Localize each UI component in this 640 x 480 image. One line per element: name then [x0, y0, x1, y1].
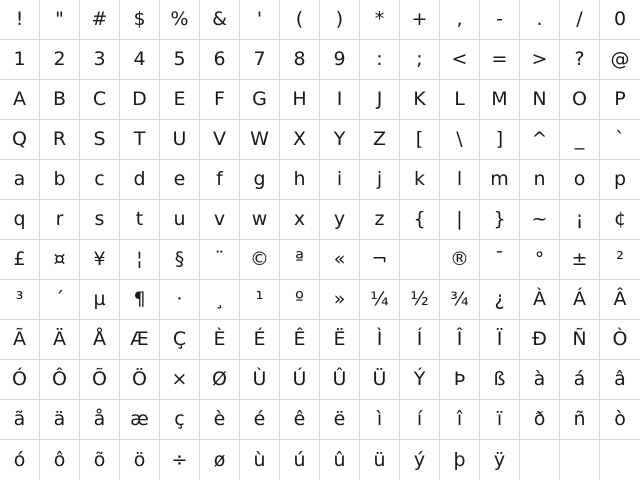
glyph-cell[interactable]: w	[240, 200, 280, 240]
glyph-cell[interactable]: ¹	[240, 280, 280, 320]
glyph-cell[interactable]: Í	[400, 320, 440, 360]
glyph-cell[interactable]: a	[0, 160, 40, 200]
glyph-cell[interactable]: Û	[320, 360, 360, 400]
glyph-cell[interactable]: æ	[120, 400, 160, 440]
glyph-cell[interactable]: ì	[360, 400, 400, 440]
glyph-cell[interactable]: 2	[40, 40, 80, 80]
glyph-cell[interactable]: ÷	[160, 440, 200, 480]
glyph-cell[interactable]: 8	[280, 40, 320, 80]
glyph-cell[interactable]: (	[280, 0, 320, 40]
glyph-cell[interactable]: L	[440, 80, 480, 120]
glyph-cell[interactable]: ý	[400, 440, 440, 480]
glyph-cell[interactable]: »	[320, 280, 360, 320]
glyph-cell[interactable]: +	[400, 0, 440, 40]
glyph-cell[interactable]: ¬	[360, 240, 400, 280]
glyph-cell[interactable]: Ò	[600, 320, 640, 360]
glyph-cell[interactable]: ¿	[480, 280, 520, 320]
glyph-cell[interactable]: Ê	[280, 320, 320, 360]
glyph-cell[interactable]: Î	[440, 320, 480, 360]
glyph-cell[interactable]: {	[400, 200, 440, 240]
glyph-cell[interactable]: å	[80, 400, 120, 440]
glyph-cell[interactable]: q	[0, 200, 40, 240]
glyph-cell[interactable]: Ä	[40, 320, 80, 360]
glyph-cell[interactable]: N	[520, 80, 560, 120]
glyph-cell[interactable]: É	[240, 320, 280, 360]
glyph-cell[interactable]: ¶	[120, 280, 160, 320]
glyph-cell[interactable]: ü	[360, 440, 400, 480]
glyph-cell[interactable]	[600, 440, 640, 480]
glyph-cell[interactable]: Á	[560, 280, 600, 320]
glyph-cell[interactable]: Ø	[200, 360, 240, 400]
glyph-cell[interactable]: =	[480, 40, 520, 80]
glyph-cell[interactable]: Þ	[440, 360, 480, 400]
glyph-cell[interactable]: b	[40, 160, 80, 200]
glyph-cell[interactable]: Å	[80, 320, 120, 360]
glyph-cell[interactable]: "	[40, 0, 80, 40]
glyph-cell[interactable]: Ö	[120, 360, 160, 400]
glyph-cell[interactable]: ã	[0, 400, 40, 440]
glyph-cell[interactable]: 5	[160, 40, 200, 80]
glyph-cell[interactable]: à	[520, 360, 560, 400]
glyph-cell[interactable]: }	[480, 200, 520, 240]
glyph-cell[interactable]: Ð	[520, 320, 560, 360]
glyph-cell[interactable]: â	[600, 360, 640, 400]
glyph-cell[interactable]: î	[440, 400, 480, 440]
glyph-cell[interactable]: ½	[400, 280, 440, 320]
glyph-cell[interactable]: ¤	[40, 240, 80, 280]
glyph-cell[interactable]: *	[360, 0, 400, 40]
glyph-cell[interactable]: ú	[280, 440, 320, 480]
glyph-cell[interactable]: Ù	[240, 360, 280, 400]
glyph-cell[interactable]: i	[320, 160, 360, 200]
glyph-cell[interactable]: À	[520, 280, 560, 320]
glyph-cell[interactable]: ÿ	[480, 440, 520, 480]
glyph-cell[interactable]: D	[120, 80, 160, 120]
glyph-cell[interactable]: Z	[360, 120, 400, 160]
glyph-cell[interactable]: _	[560, 120, 600, 160]
glyph-cell[interactable]: û	[320, 440, 360, 480]
glyph-cell[interactable]: -	[480, 0, 520, 40]
glyph-cell[interactable]: 9	[320, 40, 360, 80]
glyph-cell[interactable]: ·	[160, 280, 200, 320]
glyph-cell[interactable]: W	[240, 120, 280, 160]
glyph-cell[interactable]: ®	[440, 240, 480, 280]
glyph-cell[interactable]: y	[320, 200, 360, 240]
glyph-cell[interactable]: ~	[520, 200, 560, 240]
glyph-cell[interactable]: ¼	[360, 280, 400, 320]
glyph-cell[interactable]	[560, 440, 600, 480]
glyph-cell[interactable]: T	[120, 120, 160, 160]
glyph-cell[interactable]: V	[200, 120, 240, 160]
glyph-cell[interactable]: ê	[280, 400, 320, 440]
glyph-cell[interactable]: á	[560, 360, 600, 400]
glyph-cell[interactable]: «	[320, 240, 360, 280]
glyph-cell[interactable]: `	[600, 120, 640, 160]
glyph-cell[interactable]: H	[280, 80, 320, 120]
glyph-cell[interactable]: ©	[240, 240, 280, 280]
glyph-cell[interactable]: v	[200, 200, 240, 240]
glyph-cell[interactable]: ¥	[80, 240, 120, 280]
glyph-cell[interactable]	[520, 440, 560, 480]
glyph-cell[interactable]: ¡	[560, 200, 600, 240]
glyph-cell[interactable]: @	[600, 40, 640, 80]
glyph-cell[interactable]: |	[440, 200, 480, 240]
glyph-cell[interactable]: ´	[40, 280, 80, 320]
glyph-cell[interactable]: ,	[440, 0, 480, 40]
glyph-cell[interactable]: Q	[0, 120, 40, 160]
glyph-cell[interactable]: 3	[80, 40, 120, 80]
glyph-cell[interactable]: ª	[280, 240, 320, 280]
glyph-cell[interactable]: r	[40, 200, 80, 240]
glyph-cell[interactable]: E	[160, 80, 200, 120]
glyph-cell[interactable]: ×	[160, 360, 200, 400]
glyph-cell[interactable]: µ	[80, 280, 120, 320]
glyph-cell[interactable]: X	[280, 120, 320, 160]
glyph-cell[interactable]: ]	[480, 120, 520, 160]
glyph-cell[interactable]: /	[560, 0, 600, 40]
glyph-cell[interactable]: Ñ	[560, 320, 600, 360]
glyph-cell[interactable]: ù	[240, 440, 280, 480]
glyph-cell[interactable]: O	[560, 80, 600, 120]
glyph-cell[interactable]: ß	[480, 360, 520, 400]
glyph-cell[interactable]: Õ	[80, 360, 120, 400]
glyph-cell[interactable]: ³	[0, 280, 40, 320]
glyph-cell[interactable]: ä	[40, 400, 80, 440]
glyph-cell[interactable]: ò	[600, 400, 640, 440]
glyph-cell[interactable]: Ã	[0, 320, 40, 360]
glyph-cell[interactable]	[400, 240, 440, 280]
glyph-cell[interactable]: o	[560, 160, 600, 200]
glyph-cell[interactable]: Ú	[280, 360, 320, 400]
glyph-cell[interactable]: ô	[40, 440, 80, 480]
glyph-cell[interactable]: &	[200, 0, 240, 40]
glyph-cell[interactable]: m	[480, 160, 520, 200]
glyph-cell[interactable]: 0	[600, 0, 640, 40]
glyph-cell[interactable]: ¢	[600, 200, 640, 240]
glyph-cell[interactable]: u	[160, 200, 200, 240]
glyph-cell[interactable]: È	[200, 320, 240, 360]
glyph-cell[interactable]: °	[520, 240, 560, 280]
glyph-cell[interactable]: S	[80, 120, 120, 160]
glyph-cell[interactable]: K	[400, 80, 440, 120]
glyph-cell[interactable]: Ý	[400, 360, 440, 400]
glyph-cell[interactable]: Ç	[160, 320, 200, 360]
glyph-cell[interactable]: ²	[600, 240, 640, 280]
glyph-cell[interactable]: ¾	[440, 280, 480, 320]
glyph-cell[interactable]: ¨	[200, 240, 240, 280]
glyph-cell[interactable]: Y	[320, 120, 360, 160]
glyph-cell[interactable]: 7	[240, 40, 280, 80]
glyph-cell[interactable]: ö	[120, 440, 160, 480]
glyph-cell[interactable]: #	[80, 0, 120, 40]
glyph-cell[interactable]: Ë	[320, 320, 360, 360]
glyph-cell[interactable]: $	[120, 0, 160, 40]
glyph-cell[interactable]: f	[200, 160, 240, 200]
glyph-cell[interactable]: þ	[440, 440, 480, 480]
glyph-cell[interactable]: 6	[200, 40, 240, 80]
glyph-cell[interactable]: ó	[0, 440, 40, 480]
glyph-cell[interactable]: 1	[0, 40, 40, 80]
glyph-cell[interactable]: ?	[560, 40, 600, 80]
glyph-cell[interactable]: £	[0, 240, 40, 280]
glyph-cell[interactable]: %	[160, 0, 200, 40]
glyph-cell[interactable]: p	[600, 160, 640, 200]
glyph-cell[interactable]: ^	[520, 120, 560, 160]
glyph-cell[interactable]: Â	[600, 280, 640, 320]
glyph-cell[interactable]: c	[80, 160, 120, 200]
glyph-cell[interactable]: ¯	[480, 240, 520, 280]
glyph-cell[interactable]: n	[520, 160, 560, 200]
glyph-cell[interactable]: ï	[480, 400, 520, 440]
glyph-cell[interactable]: ø	[200, 440, 240, 480]
glyph-cell[interactable]: [	[400, 120, 440, 160]
glyph-cell[interactable]: F	[200, 80, 240, 120]
glyph-cell[interactable]: P	[600, 80, 640, 120]
glyph-cell[interactable]: é	[240, 400, 280, 440]
glyph-cell[interactable]: g	[240, 160, 280, 200]
glyph-cell[interactable]: J	[360, 80, 400, 120]
glyph-cell[interactable]: º	[280, 280, 320, 320]
glyph-cell[interactable]: d	[120, 160, 160, 200]
glyph-cell[interactable]: è	[200, 400, 240, 440]
glyph-cell[interactable]: Æ	[120, 320, 160, 360]
glyph-cell[interactable]: C	[80, 80, 120, 120]
glyph-cell[interactable]: h	[280, 160, 320, 200]
glyph-cell[interactable]: §	[160, 240, 200, 280]
glyph-cell[interactable]: Ï	[480, 320, 520, 360]
glyph-cell[interactable]: õ	[80, 440, 120, 480]
glyph-cell[interactable]: ±	[560, 240, 600, 280]
glyph-cell[interactable]: ð	[520, 400, 560, 440]
glyph-cell[interactable]: A	[0, 80, 40, 120]
glyph-cell[interactable]: k	[400, 160, 440, 200]
glyph-cell[interactable]: l	[440, 160, 480, 200]
glyph-cell[interactable]: B	[40, 80, 80, 120]
glyph-cell[interactable]: :	[360, 40, 400, 80]
glyph-cell[interactable]: <	[440, 40, 480, 80]
glyph-cell[interactable]: '	[240, 0, 280, 40]
glyph-cell[interactable]: ;	[400, 40, 440, 80]
glyph-cell[interactable]: I	[320, 80, 360, 120]
glyph-cell[interactable]: ñ	[560, 400, 600, 440]
glyph-cell[interactable]: >	[520, 40, 560, 80]
glyph-cell[interactable]: z	[360, 200, 400, 240]
glyph-cell[interactable]: \	[440, 120, 480, 160]
glyph-cell[interactable]: R	[40, 120, 80, 160]
glyph-cell[interactable]: t	[120, 200, 160, 240]
glyph-cell[interactable]: )	[320, 0, 360, 40]
glyph-cell[interactable]: U	[160, 120, 200, 160]
glyph-cell[interactable]: ë	[320, 400, 360, 440]
glyph-cell[interactable]: ¦	[120, 240, 160, 280]
glyph-cell[interactable]: ¸	[200, 280, 240, 320]
glyph-cell[interactable]: Ü	[360, 360, 400, 400]
glyph-cell[interactable]: s	[80, 200, 120, 240]
glyph-cell[interactable]: Ó	[0, 360, 40, 400]
glyph-cell[interactable]: M	[480, 80, 520, 120]
glyph-cell[interactable]: e	[160, 160, 200, 200]
glyph-cell[interactable]: !	[0, 0, 40, 40]
glyph-cell[interactable]: G	[240, 80, 280, 120]
glyph-cell[interactable]: j	[360, 160, 400, 200]
glyph-cell[interactable]: í	[400, 400, 440, 440]
glyph-cell[interactable]: 4	[120, 40, 160, 80]
glyph-cell[interactable]: .	[520, 0, 560, 40]
glyph-cell[interactable]: Ì	[360, 320, 400, 360]
glyph-cell[interactable]: ç	[160, 400, 200, 440]
glyph-cell[interactable]: Ô	[40, 360, 80, 400]
glyph-cell[interactable]: x	[280, 200, 320, 240]
